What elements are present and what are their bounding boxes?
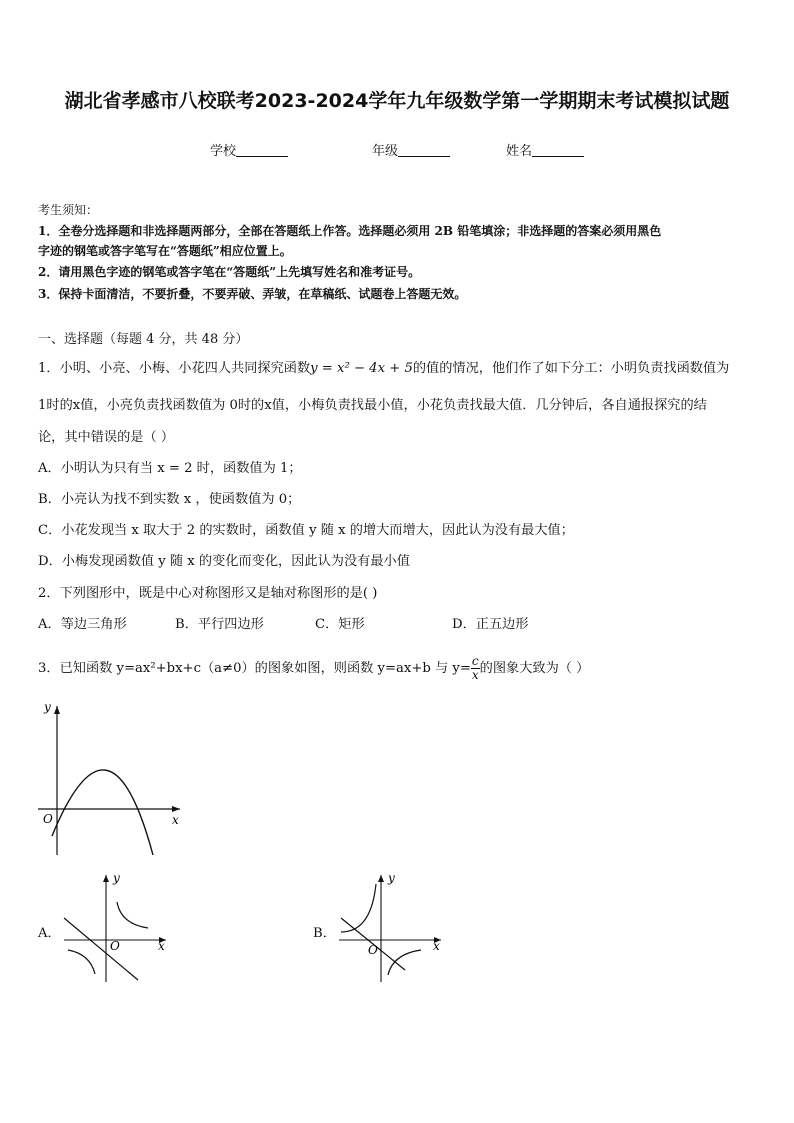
hyperbola-branch-1 [117, 902, 148, 928]
parabola-graph [30, 700, 200, 862]
q1-line-2: 1时的x值，小亮负责找函数值为 0时的x值，小梅负责找最小值，小花负责找最大值．几分钟后，各自通报探究的结 [38, 398, 707, 413]
q1-stem-b: 的值的情况，他们作了如下分工：小明负责找函数值为 [412, 361, 730, 376]
grade-blank [398, 142, 450, 157]
hyperbola-branch-1 [341, 884, 376, 932]
q3-stem-a: 3．已知函数 y=ax²+bx+c（a≠0）的图象如图，则函数 y=ax+b 与 y= [38, 661, 471, 676]
q1-option-c: C．小花发现当 x 取大于 2 的实数时，函数值 y 随 x 的增大而增大，因此认为没有最大值； [38, 523, 574, 538]
origin-label: O [368, 943, 378, 957]
q2-option-b: B．平行四边形 [175, 617, 264, 632]
notice-line-1b: 字迹的钢笔或答字笔写在“答题纸”相应位置上。 [38, 244, 292, 258]
q2-option-d: D．正五边形 [452, 617, 529, 632]
notice-line-3: 3．保持卡面清洁，不要折叠，不要弄破、弄皱，在草稿纸、试题卷上答题无效。 [38, 287, 467, 301]
q1-function: y = x² − 4x + 5 [310, 361, 413, 376]
q1-line-1 [38, 357, 729, 376]
q3-option-a-label: A． [38, 926, 61, 941]
name-field [506, 140, 584, 159]
y-axis-label: y [44, 700, 51, 714]
x-axis-label: x [158, 939, 165, 953]
q3-option-a-graph [60, 870, 170, 985]
q3-fraction [471, 655, 480, 682]
y-arrow-icon [103, 875, 109, 882]
q1-line-3: 论，其中错误的是（ ） [38, 430, 175, 445]
school-label: 学校 [210, 144, 237, 159]
q3-option-b-label: B． [313, 926, 336, 941]
y-arrow-icon [378, 875, 384, 882]
q1-option-a: A．小明认为只有当 x = 2 时，函数值为 1； [38, 461, 302, 476]
notice-heading: 考生须知： [38, 203, 99, 217]
y-axis-label: y [113, 871, 120, 885]
q3-option-b-graph [335, 870, 445, 985]
hyperbola-branch-2 [388, 950, 421, 975]
q1-option-b: B．小亮认为找不到实数 x ，使函数值为 0； [38, 492, 301, 507]
grade-field [372, 140, 450, 159]
q2-option-a: A．等边三角形 [38, 617, 127, 632]
page-title: 湖北省孝感市八校联考2023-2024学年九年级数学第一学期期末考试模拟试题 [64, 90, 730, 112]
q1-option-d: D．小梅发现函数值 y 随 x 的变化而变化，因此认为没有最小值 [38, 554, 410, 569]
notice-line-1a: 1．全卷分选择题和非选择题两部分，全部在答题纸上作答。选择题必须用 2B 铅笔填涂；非选择题的答案必须用黑色 [38, 224, 662, 238]
x-axis-label: x [172, 813, 179, 827]
name-label: 姓名 [506, 144, 533, 159]
notice-line-2: 2．请用黑色字迹的钢笔或答字笔在“答题纸”上先填写姓名和准考证号。 [38, 265, 421, 279]
x-arrow-icon [172, 806, 180, 812]
q3-stem [38, 654, 589, 684]
hyperbola-branch-2 [68, 950, 95, 974]
q3-stem-b: 的图象大致为（ ） [479, 661, 590, 676]
parabola-curve [52, 770, 153, 855]
origin-label: O [110, 939, 120, 953]
fraction-numerator: c [471, 654, 479, 668]
origin-label: O [43, 812, 53, 826]
grade-label: 年级 [372, 144, 399, 159]
fraction-denominator: x [471, 668, 479, 682]
section-heading: 一、选择题（每题 4 分，共 48 分） [38, 332, 249, 347]
x-axis-label: x [433, 939, 440, 953]
y-arrow-icon [54, 706, 60, 714]
y-axis-label: y [388, 871, 395, 885]
school-blank [236, 142, 288, 157]
line-graph [64, 918, 138, 980]
q2-stem: 2．下列图形中，既是中心对称图形又是轴对称图形的是( ) [38, 586, 378, 601]
q1-stem-a: 1．小明、小亮、小梅、小花四人共同探究函数 [38, 361, 311, 376]
school-field [210, 140, 288, 159]
q2-option-c: C．矩形 [315, 617, 365, 632]
name-blank [532, 142, 584, 157]
